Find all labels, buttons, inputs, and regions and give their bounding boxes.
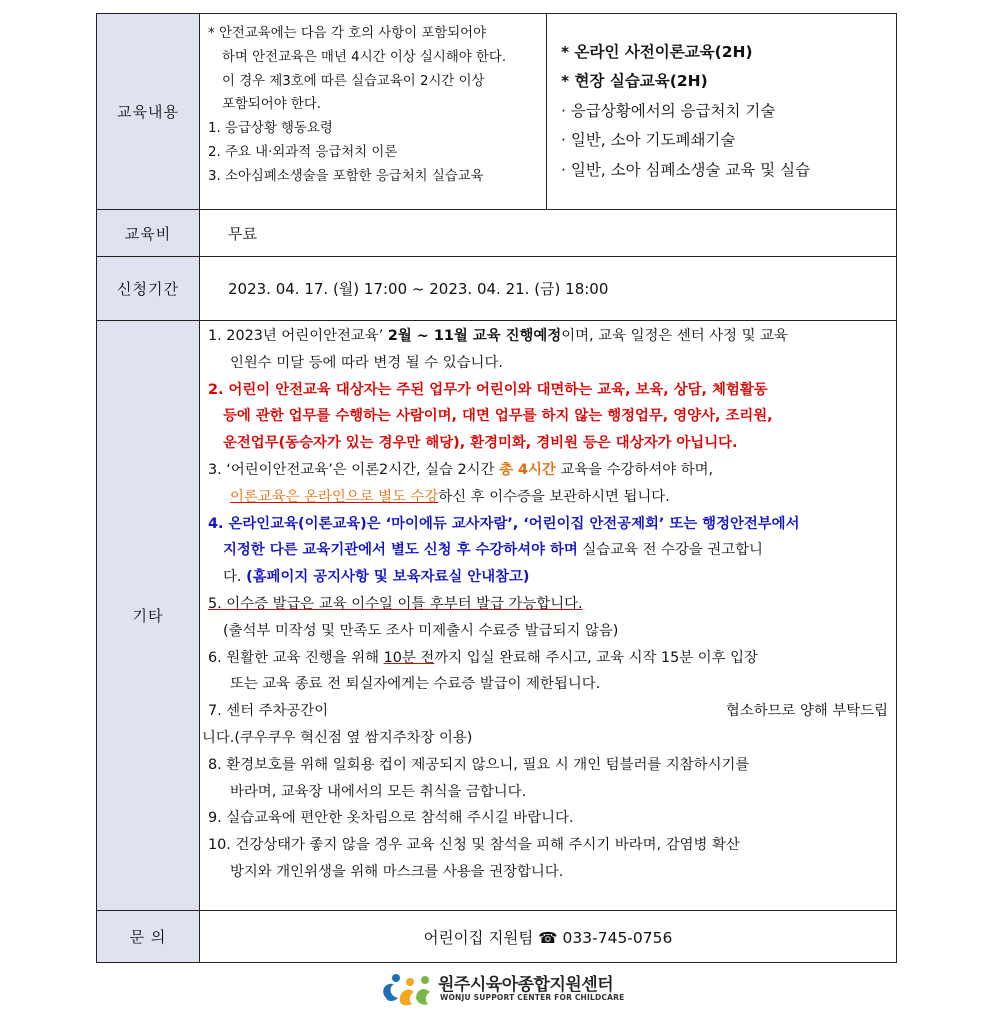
online-course-line: * 온라인 사전이론교육(2H) [561,42,753,61]
note-10: 10. 건강상태가 좋지 않을 경우 교육 신청 및 참석을 피해 주시기 바라며, 감염병 확산 [208,837,740,854]
course-item: · 일반, 소아 심폐소생술 교육 및 실습 [561,160,811,179]
note-8: 8. 환경보호를 위해 일회용 컵이 제공되지 않으니, 필요 시 개인 텀블러를 지참하시기를 [208,756,750,773]
content-line: 포함되어야 한다. [222,97,322,113]
period-value: 2023. 04. 17. (월) 17:00 ~ 2023. 04. 21. (금) 18:00 [200,257,897,321]
note-1-cont: 인원수 미달 등에 따라 변경 될 수 있습니다. [230,354,503,371]
logo-name: 원주시육아종합지원센터 [438,975,614,995]
note-1: 1. 2023년 어린이안전교육’ 2월 ~ 11월 교육 진행예정이며, 교육 일정은 센터 사정 및 교육 [208,328,788,344]
course-item: · 일반, 소아 기도폐쇄기술 [561,131,736,150]
note-4: 4. 온라인교육(이론교육)은 ‘마이에듀 교사자람’, ‘어린이집 안전공제회’ 또는 행정안전부에서 [208,515,800,532]
note-4-cont: 다. (홈페이지 공지사항 및 보육자료실 안내참고) [223,569,530,586]
content-line: 이 경우 제3호에 따른 실습교육이 2시간 이상 [222,73,485,89]
center-logo [378,968,625,1010]
note-2-cont: 등에 관한 업무를 수행하는 사람이며, 대면 업무를 하지 않는 행정업무, 영양사, 조리원, [223,408,773,425]
logo-mark-icon [378,968,434,1008]
practice-course-line: * 현장 실습교육(2H) [561,72,708,91]
note-8-cont: 바라며, 교육장 내에서의 모든 취식을 금합니다. [230,783,527,800]
logo-subtitle: WONJU SUPPORT CENTER FOR CHILDCARE [440,993,625,1002]
note-5: 5. 이수증 발급은 교육 이수일 이틀 후부터 발급 가능합니다. [208,595,583,612]
note-6: 6. 원활한 교육 진행을 위해 10분 전까지 입실 완료해 주시고, 교육 시작 15분 이후 입장 [208,649,758,666]
content-line: 1. 응급상황 행동요령 [208,121,333,137]
label-fee: 교육비 [97,210,200,257]
content-line: 3. 소아심폐소생술을 포함한 응급처치 실습교육 [208,168,484,184]
note-5-cont: (출석부 미작성 및 만족도 조사 미제출시 수료증 발급되지 않음) [223,622,619,639]
label-contact: 문 의 [97,911,200,963]
note-7-cont: 니다.(쿠우쿠우 혁신점 옆 쌈지주차장 이용) [202,729,473,746]
note-3: 3. ‘어린이안전교육’은 이론2시간, 실습 2시간 총 4시간 교육을 수강하셔야 하며, [208,461,714,478]
contact-value: 어린이집 지원팀 ☎ 033-745-0756 [200,911,897,963]
content-line: 하며 안전교육은 매년 4시간 이상 실시해야 한다. [222,49,507,65]
label-etc: 기타 [97,321,200,911]
note-2-cont: 운전업무(동승자가 있는 경우만 해당), 환경미화, 경비원 등은 대상자가 아닙니다. [223,435,738,452]
content-left-cell [200,14,547,210]
fee-value: 무료 [200,210,897,257]
note-2: 2. 어린이 안전교육 대상자는 주된 업무가 어린이와 대면하는 교육, 보육, 상담, 체험활동 [208,381,768,398]
note-9: 9. 실습교육에 편안한 옷차림으로 참석해 주시길 바랍니다. [208,810,574,827]
course-item: · 응급상황에서의 응급처치 기술 [561,101,776,120]
label-period: 신청기간 [97,257,200,321]
info-table [96,13,897,963]
etc-notes [200,321,897,911]
content-line: 2. 주요 내·외과적 응급처치 이론 [208,144,398,160]
content-line: * 안전교육에는 다음 각 호의 사항이 포함되어야 [208,26,487,41]
note-3-cont: 이론교육은 온라인으로 별도 수강하신 후 이수증을 보관하시면 됩니다. [230,488,670,505]
note-4-cont: 지정한 다른 교육기관에서 별도 신청 후 수강하셔야 하며 실습교육 전 수강을 권고합니 [223,542,763,559]
content-right-cell [547,14,897,210]
label-content: 교육내용 [97,14,200,210]
note-6-cont: 또는 교육 종료 전 퇴실자에게는 수료증 발급이 제한됩니다. [230,676,601,693]
note-7: 7. 센터 주차공간이 협소하므로 양해 부탁드립 [208,703,888,720]
note-10-cont: 방지와 개인위생을 위해 마스크를 사용을 권장합니다. [230,863,564,880]
